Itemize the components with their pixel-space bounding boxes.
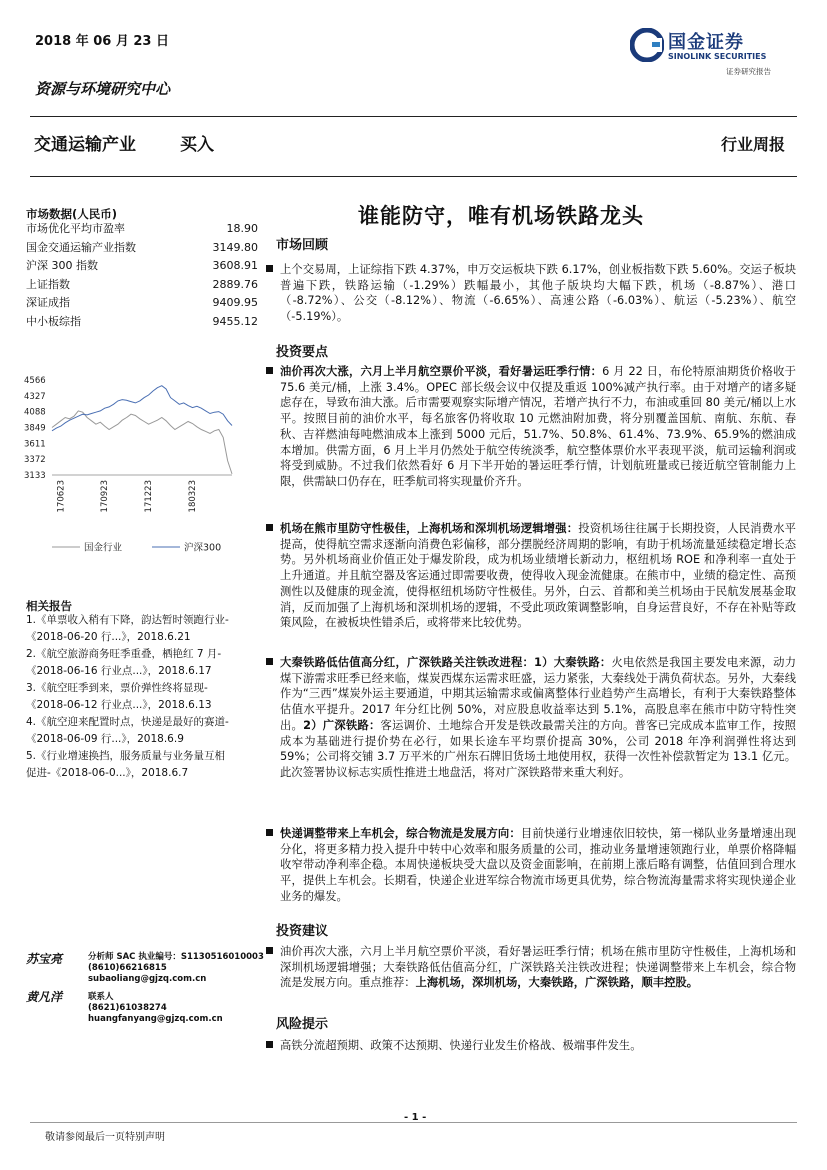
market-label: 市场优化平均市盈率 [26,222,125,235]
related-reports-list [26,612,271,782]
market-row [26,313,258,332]
x-tick-label: 170623 [56,480,67,513]
page-number: - 1 - [404,1112,427,1123]
market-row [26,257,258,276]
index-line-chart [22,365,262,565]
market-value: 3608.91 [212,259,258,272]
market-value: 9409.95 [212,296,258,309]
market-value: 9455.12 [212,314,258,328]
series-line [52,411,232,474]
legend-label: 沪深300 [184,542,222,554]
y-tick-label: 3611 [24,439,46,450]
market-data-table [26,220,258,331]
related-report-item[interactable]: 1.《单票收入稍有下降，韵达暂时领跑行业- 《2018-06-20 行...》，2018.6.21 [26,614,229,643]
company-logo [630,28,790,80]
bullet-icon [266,658,273,665]
rating: 买入 [180,135,214,155]
footer-divider [30,1122,797,1123]
analyst-info: 分析师 SAC 执业编号：S1130516010003 (8610)66216815 subaoliang@gjzq.com.cn [88,952,264,984]
market-value: 2889.76 [212,277,258,291]
report-type: 行业周报 [720,135,785,154]
market-label: 沪深 300 指数 [26,259,98,272]
research-center: 资源与环境研究中心 [35,80,171,98]
market-label: 上证指数 [26,277,70,291]
series-line [52,386,232,431]
report-date: 2018 年 06 月 23 日 [35,34,169,49]
header-divider [30,116,797,117]
market-label: 深证成指 [26,296,70,309]
logo-mark-icon [630,28,664,62]
section-investment-advice: 投资建议 [276,924,329,939]
market-review-paragraph: 上个交易周，上证综指下跌 4.37%，申万交运板块下跌 6.17%，创业板指数下跌 5.60%。交运子板块普遍下跌，铁路运输（-1.29%）跌幅最小，其他子版块均大幅下跌，机场（-8.87%）、港口（-8.72%）、公交（-8.12%）、物流（-6.65%）、高速公路（-6.03%）、航运（-5.23%）、航空（-5.19%）。 [280,262,796,325]
section-market-review: 市场回顾 [276,238,329,253]
market-data-title: 市场数据(人民币) [26,207,118,221]
bullet-icon [266,265,273,272]
related-report-item[interactable]: 4.《航空迎来配置时点，快递是最好的赛道- 《2018-06-09 行...》，2018.6.9 [26,716,229,745]
market-value: 18.90 [226,222,258,235]
bullet-icon [266,829,273,836]
x-tick-label: 170923 [100,480,111,513]
market-label: 国金交通运输产业指数 [26,240,136,254]
related-report-item[interactable]: 3.《航空旺季到来，票价弹性终将显现- 《2018-06-12 行业点...》，2018.6.13 [26,682,212,711]
analyst-name: 黄凡洋 [26,990,63,1004]
y-tick-label: 4566 [24,376,46,386]
disclaimer-note: 敬请参阅最后一页特别声明 [45,1132,165,1143]
market-row [26,220,258,239]
market-row [26,294,258,313]
bullet-icon [266,1041,273,1048]
logo-name: 国金证券 [668,32,744,53]
bullet-icon [266,524,273,531]
market-row [26,239,258,258]
market-label: 中小板综指 [26,314,81,328]
legend-label: 国金行业 [84,542,123,554]
logo-subtitle: 证券研究报告 [726,67,771,76]
market-value: 3149.80 [212,240,258,254]
key-point-4: 快递调整带来上车机会，综合物流是发展方向：目前快递行业增速依旧较快，第一梯队业务量增速出现分化，将更多精力投入提升中转中心效率和服务质量的公司，推动业务量增速领跑行业，单票价格降幅收窄带动净利率企稳。本周快递板块受大盘以及资金面影响，在前期上涨后略有调整，估值回到合理水平，提供上车机会。长期看，快递企业进军综合物流市场更具优势，综合物流海量需求将实现快递企业业务的爆发。 [280,826,796,905]
report-title: 谁能防守，唯有机场铁路龙头 [358,204,644,228]
related-report-item[interactable]: 2.《航空旅游商务旺季重叠，栖艳红 7 月- 《2018-06-16 行业点...》，2018.6.17 [26,648,222,677]
y-tick-label: 4088 [24,407,46,418]
y-tick-label: 3372 [24,455,46,466]
analyst-info: 联系人 (8621)61038274 huangfanyang@gjzq.com.cn [88,992,223,1024]
title-divider [30,176,797,177]
section-risk: 风险提示 [276,1017,329,1032]
y-tick-label: 3133 [24,471,46,481]
investment-advice-paragraph: 油价再次大涨，六月上半月航空票价平淡，看好暑运旺季行情；机场在熊市里防守性极佳，上海机场和深圳机场逻辑增强；大秦铁路低估值高分红，广深铁路关注铁改进程；快递调整带来上车机会，综合物流是发展方向。重点推荐：上海机场，深圳机场，大秦铁路，广深铁路，顺丰控股。 [280,944,796,991]
risk-paragraph: 高铁分流超预期、政策不达预期、快递行业发生价格战、极端事件发生。 [280,1038,796,1054]
related-reports-title: 相关报告 [26,599,72,613]
key-point-3: 大秦铁路低估值高分红，广深铁路关注铁改进程：1）大秦铁路：火电依然是我国主要发电来源，动力煤下游需求旺季已经来临，煤炭西煤东运需求旺盛，运力紧张，大秦线处于满负荷状态。另外，大秦线作为“三西”煤炭外运主要通道，中期其运输需求或偏离整体行业趋势产生高增长，有利于大秦铁路整体估值水平提升。2017 年分红比例 50%，对应股息收益率达到 5.1%，高股息率在熊市中防守特性突出。2）广深铁路：客运调价、土地综合开发是铁改最需关注的方向。普客已完成成本监审工作，按照成本为基础进行提价势在必行，如果长途车平均票价提高 30%，公司 2018 年净利润弹性将达到 59%；公司将交铺 3.7 万平米的广州东石牌旧货场土地使用权，获得一次性补偿款暂定为 13.1 亿元。此次签署协议标志实质性推进土地盘活，将对广深铁路带来重大利好。 [280,655,796,781]
industry-name: 交通运输产业 [34,135,136,155]
y-tick-label: 4327 [24,391,46,402]
related-report-item[interactable]: 5.《行业增速换挡，服务质量与业务量互相 促进-《2018-06-0...》，2018.6.7 [26,750,226,779]
bullet-icon [266,367,273,374]
logo-english: SINOLINK SECURITIES [668,52,767,61]
section-key-points: 投资要点 [276,345,329,360]
bullet-icon [266,947,273,954]
y-tick-label: 3849 [24,423,46,434]
key-point-1: 油价再次大涨，六月上半月航空票价平淡，看好暑运旺季行情：6 月 22 日，布伦特原油期货价格收于 75.6 美元/桶，上涨 3.4%。OPEC 部长级会议中仅提及重返 100%减产执行率。由于对增产的诸多疑虑存在，导致布油大涨。后市需要观察实际增产情况，若增产执行不力，布油或重回 80 美元/桶以上水平。按照目前的油价水平，每名旅客仍将收取 10 元燃油附加费，将分别覆盖国航、南航、东航、春秋、吉祥燃油每吨燃油成本上涨到 5000 元后，51.7%、50.8%、61.4%、73.9%、65.9%的燃油成本增加。供需方面，6 月上半月仍然处于航空传统淡季，航空整体票价水平表现平淡，航司运输利润或将受到威胁。不过我们依然看好 6 月下半开始的暑运旺季行情，计划航班量或已接近航空管制能力上限，供需缺口仍存在，旺季航司将实现量价齐升。 [280,364,796,490]
x-tick-label: 171223 [144,480,155,513]
analyst-name: 苏宝亮 [26,952,63,966]
market-row [26,276,258,295]
key-point-2: 机场在熊市里防守性极佳，上海机场和深圳机场逻辑增强：投资机场往往属于长期投资，人民消费水平提高，使得航空需求逐渐向消费色彩偏移，部分摆脱经济周期的影响，有助于机场流量延续稳定增长态势。另外机场商业价值正处于爆发阶段，成为机场业绩增长新动力，枢纽机场 ROE 和净利率一直处于上升通道。并且航空器及客运通过即需要收费，使得收入现金流健康。在熊市中，业绩的稳定性、高预测性以及健康的现金流，使得枢纽机场防守性极佳。另外，白云、首都和美兰机场由于民航发展基金取消，反而加强了上海机场和深圳机场的逻辑，不受此项政策调整影响，自身运营良好，不存在补贴等政策风险，在被板块性错杀后，或将带来比较优势。 [280,521,796,631]
x-tick-label: 180323 [187,480,198,513]
